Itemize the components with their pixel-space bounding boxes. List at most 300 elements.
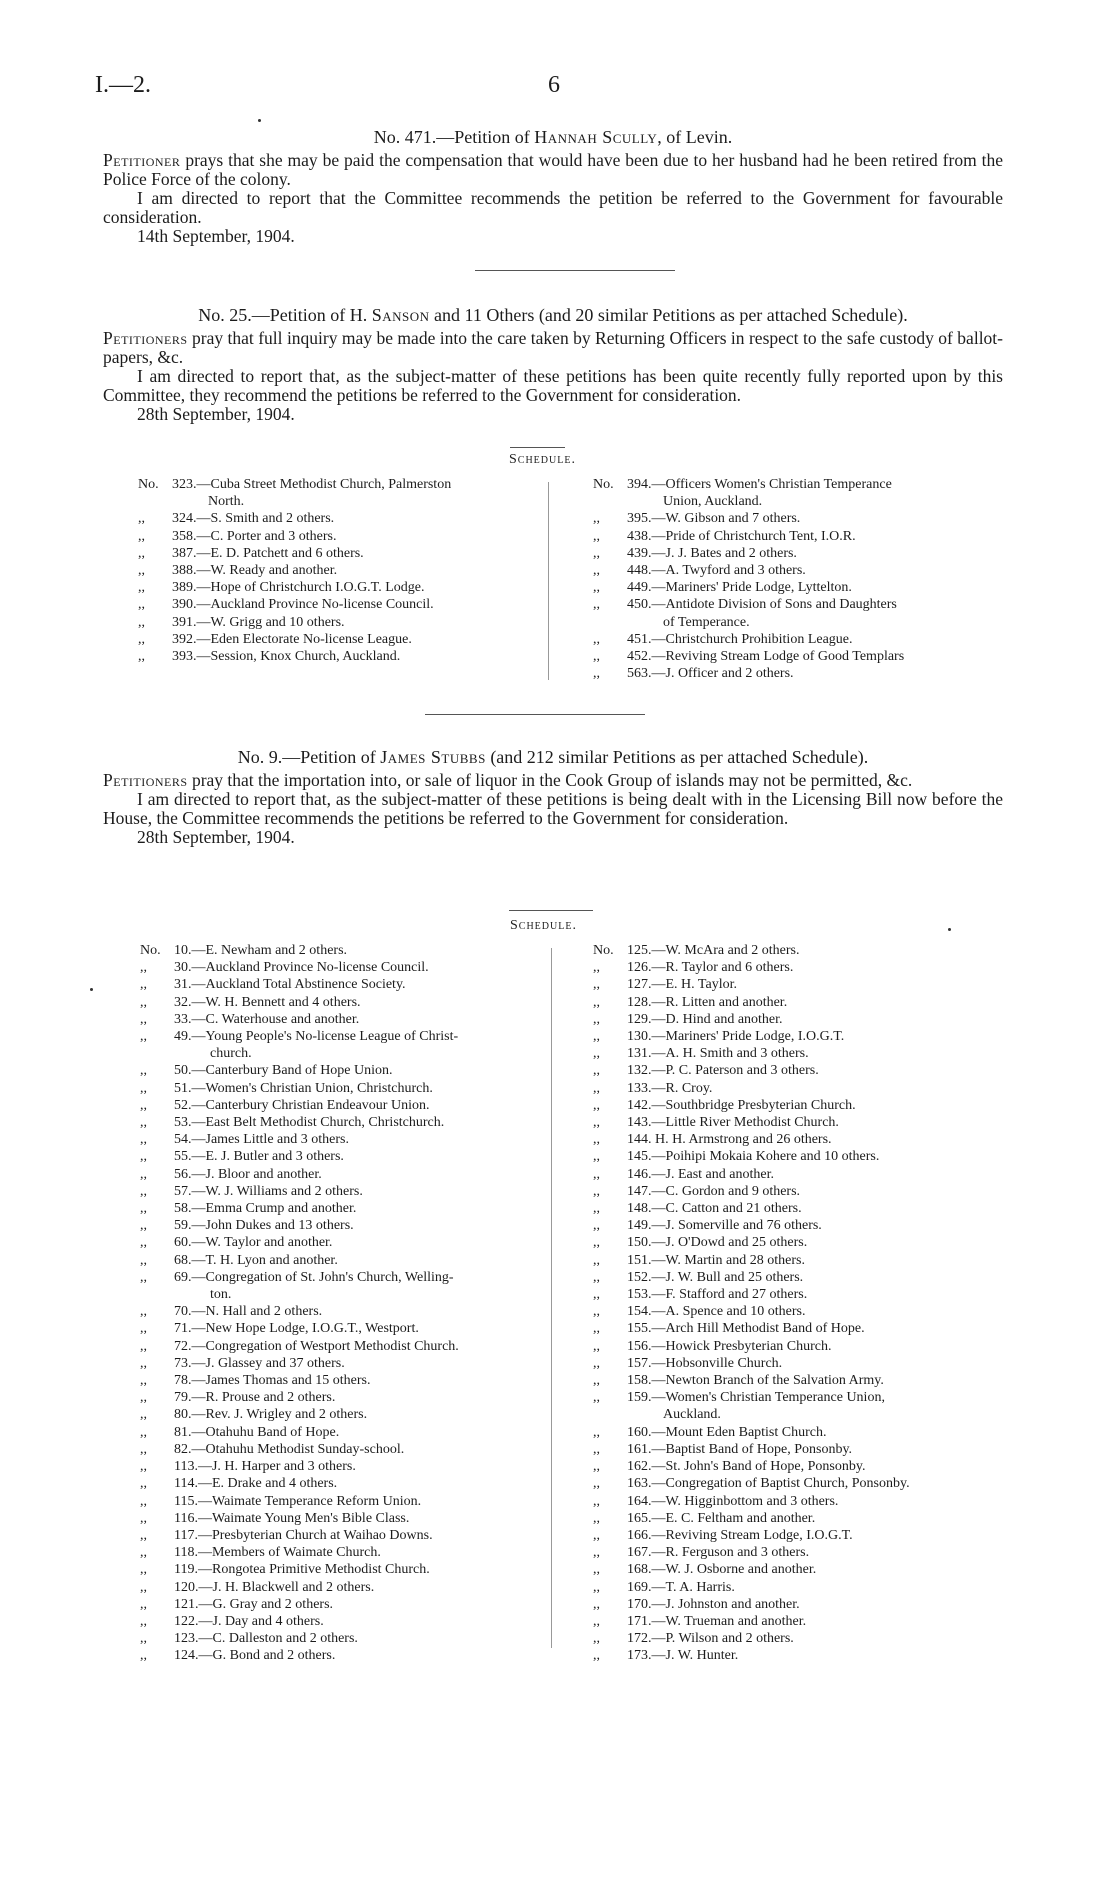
schedule-entry	[593, 510, 1003, 527]
entry-text: 113.—J. H. Harper and 3 others.	[174, 1459, 356, 1475]
entry-text: 126.—R. Taylor and 6 others.	[627, 960, 794, 976]
entry-text-wrap	[627, 1131, 1008, 1148]
entry-text-wrap	[627, 1080, 1008, 1097]
entry-text-wrap	[172, 631, 548, 648]
entry-marker: ,,	[140, 1596, 147, 1612]
entry-text-wrap	[174, 1200, 550, 1217]
entry-text-wrap	[627, 510, 1003, 527]
entry-marker: ,,	[593, 1011, 600, 1027]
entry-text-wrap	[627, 1510, 1008, 1527]
schedule-left-column	[140, 942, 550, 1665]
entry-marker: ,,	[140, 1201, 147, 1217]
schedule-entry	[140, 1493, 550, 1510]
prayer-text: prays that she may be paid the compensation that would have been due to her husband had he been retired from the Police Force of the colony.	[103, 150, 1003, 189]
entry-marker: ,,	[593, 1596, 600, 1612]
entry-text: 448.—A. Twyford and 3 others.	[627, 563, 806, 579]
schedule-entry	[140, 1166, 550, 1183]
entry-marker: ,,	[593, 994, 600, 1010]
title-prefix: No. 471.—Petition of	[373, 127, 530, 147]
schedule-entry	[593, 1217, 1008, 1234]
schedule-entry	[140, 1424, 550, 1441]
petition-25-title	[103, 306, 1003, 325]
entry-text-wrap	[627, 528, 1003, 545]
entry-text-wrap	[627, 1045, 1008, 1062]
schedule-entry	[138, 631, 548, 648]
entry-continuation: church.	[210, 1046, 252, 1062]
entry-marker: ,,	[140, 1648, 147, 1664]
schedule-entry	[140, 1647, 550, 1664]
entry-marker: ,,	[140, 1183, 147, 1199]
entry-text: 50.—Canterbury Band of Hope Union.	[174, 1063, 393, 1079]
entry-marker: ,,	[593, 1080, 600, 1096]
schedule-entry	[140, 1252, 550, 1269]
entry-text-wrap	[174, 1303, 550, 1320]
title-suffix: (and 212 similar Petitions as per attached Schedule).	[490, 747, 869, 767]
entry-text-wrap	[174, 1062, 550, 1079]
entry-text: 133.—R. Croy.	[627, 1080, 713, 1096]
schedule-entry	[593, 1062, 1008, 1079]
schedule-entry	[140, 1613, 550, 1630]
entry-text: 162.—St. John's Band of Hope, Ponsonby.	[627, 1459, 866, 1475]
entry-text: 114.—E. Drake and 4 others.	[174, 1476, 338, 1492]
entry-text-wrap	[627, 1028, 1008, 1045]
entry-text: 450.—Antidote Division of Sons and Daughters	[627, 597, 897, 613]
schedule-entry	[140, 1183, 550, 1200]
schedule-entry	[593, 1372, 1008, 1389]
entry-text-wrap	[174, 1028, 550, 1062]
petition-25-prayer	[103, 329, 1003, 367]
entry-marker: ,,	[140, 1373, 147, 1389]
entry-text-wrap	[174, 1389, 550, 1406]
entry-marker: ,,	[140, 1029, 147, 1045]
schedule-right-column	[593, 942, 1008, 1665]
entry-text-wrap	[174, 1647, 550, 1664]
entry-text: 168.—W. J. Osborne and another.	[627, 1562, 817, 1578]
entry-text: 147.—C. Gordon and 9 others.	[627, 1183, 801, 1199]
entry-marker: ,,	[593, 1579, 600, 1595]
entry-marker: ,,	[140, 1407, 147, 1423]
entry-text-wrap	[627, 476, 1003, 510]
entry-text: 161.—Baptist Band of Hope, Ponsonby.	[627, 1441, 853, 1457]
entry-marker: ,,	[140, 1355, 147, 1371]
schedule-entry	[140, 1320, 550, 1337]
schedule-entry	[140, 1200, 550, 1217]
title-prefix: No. 25.—Petition of H.	[198, 305, 368, 325]
entry-text: 115.—Waimate Temperance Reform Union.	[174, 1493, 422, 1509]
entry-text-wrap	[627, 1355, 1008, 1372]
speck-mark	[948, 928, 951, 931]
document-reference: I.—2.	[95, 72, 151, 98]
schedule-entry	[138, 579, 548, 596]
entry-text-wrap	[172, 614, 548, 631]
entry-text: 157.—Hobsonville Church.	[627, 1355, 783, 1371]
entry-text-wrap	[627, 1338, 1008, 1355]
entry-text-wrap	[627, 1475, 1008, 1492]
entry-text: 145.—Poihipi Mokaia Kohere and 10 others.	[627, 1149, 880, 1165]
entry-marker: ,,	[593, 1287, 600, 1303]
entry-text: 169.—T. A. Harris.	[627, 1579, 735, 1595]
entry-marker: ,,	[138, 597, 145, 613]
entry-marker: ,,	[140, 1631, 147, 1647]
entry-text: 439.—J. J. Bates and 2 others.	[627, 545, 797, 561]
entry-text: 154.—A. Spence and 10 others.	[627, 1304, 806, 1320]
schedule-entry	[593, 579, 1003, 596]
entry-text: 148.—C. Catton and 21 others.	[627, 1201, 802, 1217]
entry-marker: ,,	[140, 1115, 147, 1131]
entry-text-wrap	[627, 562, 1003, 579]
schedule-entry	[593, 476, 1003, 510]
entry-marker: ,,	[140, 1579, 147, 1595]
schedule-entry	[593, 545, 1003, 562]
entry-text: 49.—Young People's No-license League of Christ-	[174, 1029, 459, 1045]
entry-text-wrap	[627, 1269, 1008, 1286]
entry-text: 79.—R. Prouse and 2 others.	[174, 1390, 336, 1406]
schedule-entry	[593, 648, 1003, 665]
schedule-entry	[140, 1510, 550, 1527]
entry-text-wrap	[174, 1252, 550, 1269]
entry-text: 163.—Congregation of Baptist Church, Ponsonby.	[627, 1476, 910, 1492]
petitioner-name: Sanson	[371, 305, 430, 325]
entry-text: 55.—E. J. Butler and 3 others.	[174, 1149, 344, 1165]
entry-marker: ,,	[138, 614, 145, 630]
entry-text: 166.—Reviving Stream Lodge, I.O.G.T.	[627, 1527, 853, 1543]
schedule-entry	[593, 1045, 1008, 1062]
entry-marker: ,,	[593, 1063, 600, 1079]
schedule-entry	[593, 1011, 1008, 1028]
schedule-entry	[593, 1338, 1008, 1355]
entry-text: 452.—Reviving Stream Lodge of Good Templars	[627, 649, 905, 665]
schedule-entry	[593, 665, 1003, 682]
entry-marker: ,,	[593, 1132, 600, 1148]
schedule-entry	[593, 1544, 1008, 1561]
schedule-entry	[140, 1269, 550, 1303]
entry-text: 70.—N. Hall and 2 others.	[174, 1304, 323, 1320]
entry-text: 30.—Auckland Province No-license Council.	[174, 960, 429, 976]
entry-text-wrap	[627, 1114, 1008, 1131]
schedule-entry	[140, 1303, 550, 1320]
entry-text: 32.—W. H. Bennett and 4 others.	[174, 994, 361, 1010]
entry-text: 118.—Members of Waimate Church.	[174, 1545, 381, 1561]
entry-text: 127.—E. H. Taylor.	[627, 977, 737, 993]
schedule-entry	[593, 1647, 1008, 1664]
schedule-entry	[140, 1389, 550, 1406]
entry-text: 171.—W. Trueman and another.	[627, 1613, 807, 1629]
entry-text-wrap	[627, 1217, 1008, 1234]
entry-text: 392.—Eden Electorate No-license League.	[172, 631, 412, 647]
entry-text: 449.—Mariners' Pride Lodge, Lyttelton.	[627, 580, 852, 596]
petition-9-title	[103, 748, 1003, 767]
schedule-entry	[593, 1493, 1008, 1510]
entry-continuation: ton.	[210, 1287, 232, 1303]
entry-marker: ,,	[593, 580, 600, 596]
entry-text-wrap	[174, 1183, 550, 1200]
schedule-entry	[140, 976, 550, 993]
entry-marker: ,,	[138, 631, 145, 647]
entry-marker: ,,	[140, 1527, 147, 1543]
schedule-entry	[593, 596, 1003, 630]
entry-text: 164.—W. Higginbottom and 3 others.	[627, 1493, 839, 1509]
entry-text-wrap	[174, 1320, 550, 1337]
entry-marker: No.	[593, 477, 614, 492]
entry-text: 52.—Canterbury Christian Endeavour Union.	[174, 1097, 430, 1113]
entry-text: 172.—P. Wilson and 2 others.	[627, 1631, 794, 1647]
entry-text-wrap	[174, 1097, 550, 1114]
entry-text: 128.—R. Litten and another.	[627, 994, 788, 1010]
schedule-entry	[593, 1114, 1008, 1131]
entry-text-wrap	[174, 959, 550, 976]
entry-text: 82.—Otahuhu Methodist Sunday-school.	[174, 1441, 405, 1457]
entry-text: 173.—J. W. Hunter.	[627, 1648, 739, 1664]
entry-marker: ,,	[593, 1545, 600, 1561]
entry-text-wrap	[172, 648, 548, 665]
entry-text: 149.—J. Somerville and 76 others.	[627, 1218, 822, 1234]
entry-marker: ,,	[140, 960, 147, 976]
entry-marker: ,,	[593, 563, 600, 579]
entry-marker: ,,	[140, 1166, 147, 1182]
entry-text-wrap	[174, 1011, 550, 1028]
schedule-entry	[140, 1561, 550, 1578]
entry-text: 150.—J. O'Dowd and 25 others.	[627, 1235, 808, 1251]
entry-text-wrap	[627, 1441, 1008, 1458]
entry-marker: ,,	[593, 1562, 600, 1578]
lead-word: Petitioners	[103, 328, 188, 348]
petition-471-date: 14th September, 1904.	[137, 226, 295, 246]
entry-marker: ,,	[593, 1390, 600, 1406]
entry-text: 395.—W. Gibson and 7 others.	[627, 511, 801, 527]
petitioner-name: James Stubbs	[380, 747, 486, 767]
entry-text: 80.—Rev. J. Wrigley and 2 others.	[174, 1407, 368, 1423]
entry-marker: ,,	[593, 1493, 600, 1509]
entry-marker: ,,	[593, 1373, 600, 1389]
entry-text-wrap	[174, 1493, 550, 1510]
entry-text: 158.—Newton Branch of the Salvation Army.	[627, 1373, 884, 1389]
schedule-entry	[138, 545, 548, 562]
entry-text: 31.—Auckland Total Abstinence Society.	[174, 977, 406, 993]
schedule-entry	[140, 1544, 550, 1561]
petition-471	[103, 128, 1003, 246]
entry-marker: ,,	[593, 1046, 600, 1062]
entry-text: 153.—F. Stafford and 27 others.	[627, 1287, 808, 1303]
entry-marker: ,,	[593, 1424, 600, 1440]
schedule-entry	[140, 1097, 550, 1114]
entry-text: 387.—E. D. Patchett and 6 others.	[172, 545, 364, 561]
entry-text: 117.—Presbyterian Church at Waihao Downs.	[174, 1527, 433, 1543]
entry-text: 143.—Little River Methodist Church.	[627, 1115, 839, 1131]
title-suffix: and 11 Others (and 20 similar Petitions as per attached Schedule).	[434, 305, 908, 325]
entry-continuation: North.	[208, 494, 245, 510]
entry-text-wrap	[174, 1131, 550, 1148]
entry-text-wrap	[627, 1148, 1008, 1165]
entry-text: 155.—Arch Hill Methodist Band of Hope.	[627, 1321, 865, 1337]
schedule-rule	[509, 910, 593, 911]
entry-text: 10.—E. Newham and 2 others.	[174, 943, 348, 958]
entry-marker: ,,	[593, 1149, 600, 1165]
entry-text: 394.—Officers Women's Christian Temperance	[627, 477, 892, 492]
entry-text-wrap	[174, 1510, 550, 1527]
schedule-entry	[140, 1406, 550, 1423]
entry-text-wrap	[174, 994, 550, 1011]
entry-text-wrap	[174, 1596, 550, 1613]
entry-text-wrap	[627, 579, 1003, 596]
schedule-entry	[593, 1510, 1008, 1527]
schedule-entry	[593, 1148, 1008, 1165]
entry-marker: ,,	[593, 1269, 600, 1285]
schedule-entry	[140, 994, 550, 1011]
entry-marker: ,,	[593, 1510, 600, 1526]
schedule-entry	[593, 1183, 1008, 1200]
entry-marker: ,,	[140, 1441, 147, 1457]
schedule-entry	[138, 614, 548, 631]
entry-marker: ,,	[593, 1304, 600, 1320]
petition-9-date: 28th September, 1904.	[137, 827, 295, 847]
entry-continuation: Auckland.	[663, 1407, 721, 1423]
petition-25	[103, 306, 1003, 424]
entry-text-wrap	[627, 1561, 1008, 1578]
entry-marker: ,,	[593, 1097, 600, 1113]
schedule-entry	[593, 1561, 1008, 1578]
entry-text: 390.—Auckland Province No-license Council.	[172, 597, 434, 613]
entry-marker: ,,	[593, 1235, 600, 1251]
entry-text-wrap	[627, 1493, 1008, 1510]
entry-text: 451.—Christchurch Prohibition League.	[627, 631, 853, 647]
entry-text-wrap	[627, 1579, 1008, 1596]
entry-text: 144. H. H. Armstrong and 26 others.	[627, 1132, 832, 1148]
entry-text-wrap	[172, 528, 548, 545]
entry-marker: ,,	[593, 977, 600, 993]
entry-marker: ,,	[140, 1562, 147, 1578]
entry-text-wrap	[627, 1544, 1008, 1561]
entry-text-wrap	[174, 1561, 550, 1578]
entry-marker: ,,	[140, 994, 147, 1010]
entry-marker: ,,	[138, 563, 145, 579]
entry-marker: ,,	[138, 545, 145, 561]
petitioner-name: Hannah Scully	[534, 127, 658, 147]
entry-text-wrap	[627, 1647, 1008, 1664]
entry-marker: ,,	[593, 1459, 600, 1475]
entry-text: 122.—J. Day and 4 others.	[174, 1613, 324, 1629]
speck-mark	[258, 119, 261, 122]
entry-text-wrap	[174, 1114, 550, 1131]
schedule-entry	[140, 1234, 550, 1251]
entry-text: 159.—Women's Christian Temperance Union,	[627, 1390, 885, 1406]
schedule-entry	[140, 1080, 550, 1097]
entry-text-wrap	[627, 1613, 1008, 1630]
schedule-entry	[140, 1579, 550, 1596]
entry-text: 165.—E. C. Feltham and another.	[627, 1510, 816, 1526]
entry-text: 132.—P. C. Paterson and 3 others.	[627, 1063, 819, 1079]
schedule-entry	[593, 1424, 1008, 1441]
entry-text-wrap	[627, 545, 1003, 562]
entry-text: 156.—Howick Presbyterian Church.	[627, 1338, 832, 1354]
entry-marker: ,,	[140, 1149, 147, 1165]
entry-text-wrap	[627, 1630, 1008, 1647]
entry-text: 130.—Mariners' Pride Lodge, I.O.G.T.	[627, 1029, 845, 1045]
lead-word: Petitioners	[103, 770, 188, 790]
entry-text: 438.—Pride of Christchurch Tent, I.O.R.	[627, 528, 856, 544]
entry-marker: ,,	[593, 528, 600, 544]
entry-text: 146.—J. East and another.	[627, 1166, 774, 1182]
schedule-entry	[593, 994, 1008, 1011]
entry-marker: ,,	[140, 1613, 147, 1629]
entry-text-wrap	[174, 1338, 550, 1355]
entry-text: 151.—W. Martin and 28 others.	[627, 1252, 805, 1268]
entry-marker: ,,	[593, 545, 600, 561]
entry-marker: ,,	[140, 1304, 147, 1320]
entry-text: 323.—Cuba Street Methodist Church, Palmerston	[172, 477, 452, 492]
schedule-entry	[140, 1355, 550, 1372]
entry-continuation: Union, Auckland.	[663, 494, 763, 510]
entry-text-wrap	[174, 1475, 550, 1492]
schedule-entry	[138, 510, 548, 527]
schedule-entry	[593, 1441, 1008, 1458]
entry-marker: ,,	[140, 1063, 147, 1079]
entry-marker: ,,	[140, 1235, 147, 1251]
entry-text-wrap	[627, 976, 1008, 993]
schedule-entry	[593, 1234, 1008, 1251]
schedule-entry	[593, 1028, 1008, 1045]
entry-marker: ,,	[140, 1476, 147, 1492]
schedule-entry	[593, 1613, 1008, 1630]
entry-text-wrap	[627, 1183, 1008, 1200]
schedule-entry	[140, 1338, 550, 1355]
entry-text: 33.—C. Waterhouse and another.	[174, 1011, 360, 1027]
entry-text-wrap	[627, 648, 1003, 665]
entry-text: 129.—D. Hind and another.	[627, 1011, 783, 1027]
schedule-entry	[593, 976, 1008, 993]
entry-marker: ,,	[140, 1338, 147, 1354]
entry-text-wrap	[627, 631, 1003, 648]
schedule-entry	[138, 476, 548, 510]
petition-9-report: I am directed to report that, as the subject-matter of these petitions is being dealt with in the Licensing Bill now before the House, the Committee recommends the petitions be referred to the Government for consideration.	[103, 789, 1003, 828]
schedule-entry	[593, 528, 1003, 545]
entry-text-wrap	[172, 579, 548, 596]
entry-text: 57.—W. J. Williams and 2 others.	[174, 1183, 363, 1199]
entry-marker: ,,	[593, 666, 600, 682]
entry-text-wrap	[174, 1080, 550, 1097]
schedule-entry	[138, 562, 548, 579]
entry-marker: ,,	[140, 1218, 147, 1234]
entry-text: 51.—Women's Christian Union, Christchurch.	[174, 1080, 433, 1096]
entry-marker: ,,	[140, 1545, 147, 1561]
entry-marker: ,,	[140, 1321, 147, 1337]
schedule-entry	[140, 1148, 550, 1165]
entry-marker: ,,	[138, 511, 145, 527]
schedule-entry	[140, 1028, 550, 1062]
entry-marker: ,,	[140, 1390, 147, 1406]
entry-text: 393.—Session, Knox Church, Auckland.	[172, 649, 401, 665]
entry-text-wrap	[172, 596, 548, 613]
entry-text: 131.—A. H. Smith and 3 others.	[627, 1046, 809, 1062]
entry-text: 142.—Southbridge Presbyterian Church.	[627, 1097, 856, 1113]
entry-text-wrap	[627, 1596, 1008, 1613]
entry-text: 121.—G. Gray and 2 others.	[174, 1596, 334, 1612]
entry-text-wrap	[174, 1406, 550, 1423]
entry-marker: ,,	[593, 1527, 600, 1543]
entry-text-wrap	[172, 545, 548, 562]
entry-text-wrap	[627, 942, 1008, 959]
entry-text: 324.—S. Smith and 2 others.	[172, 511, 335, 527]
petition-471-prayer	[103, 151, 1003, 189]
schedule-rule	[510, 447, 565, 448]
entry-text-wrap	[174, 1579, 550, 1596]
schedule-entry	[593, 1269, 1008, 1286]
entry-marker: ,,	[593, 1355, 600, 1371]
section-divider	[475, 270, 675, 271]
schedule-entry	[593, 1286, 1008, 1303]
entry-text-wrap	[627, 1424, 1008, 1441]
entry-text: 69.—Congregation of St. John's Church, Welling-	[174, 1269, 454, 1285]
schedule-entry	[593, 1252, 1008, 1269]
